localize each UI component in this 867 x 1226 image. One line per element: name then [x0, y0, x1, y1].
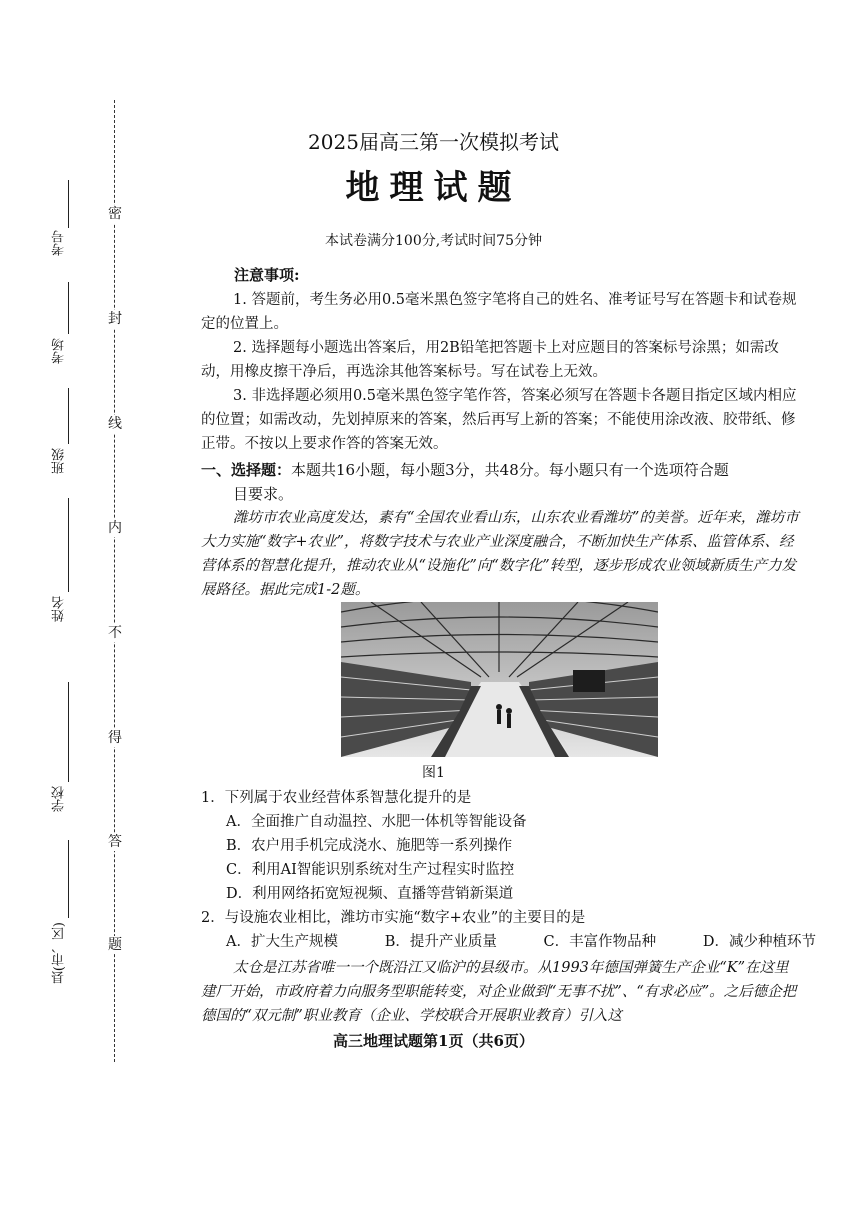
question-1-option-a: A．全面推广自动温控、水肥一体机等智能设备 — [226, 814, 527, 830]
section-desc-line2: 目要求。 — [233, 485, 294, 503]
question-2-options — [226, 930, 816, 954]
seal-char: 线 — [108, 416, 122, 432]
field-blank-county[interactable] — [68, 840, 69, 918]
note-item: 1. 答题前，考生务必用0.5毫米黑色签字笔将自己的姓名、准考证号写在答题卡和试卷规定的位置上。 — [201, 292, 797, 332]
figure-caption: 图1 — [422, 765, 445, 781]
reading-passage-1 — [201, 506, 801, 602]
seal-char: 不 — [108, 625, 122, 641]
seal-char: 得 — [108, 730, 122, 746]
question-1-option-b: B．农户用手机完成浇水、施肥等一系列操作 — [226, 838, 513, 854]
field-label-exam-room: 考场 — [52, 338, 67, 364]
field-label-county: 县(市、区) — [52, 922, 67, 985]
seal-char: 题 — [108, 937, 122, 953]
question-2-option-a: A．扩大生产规模 — [226, 934, 338, 950]
field-label-school: 学校 — [52, 786, 67, 812]
greenhouse-photo — [341, 602, 658, 757]
seal-char: 密 — [108, 206, 122, 222]
subject-title: 地理试题 — [345, 168, 522, 208]
field-blank-class[interactable] — [68, 388, 69, 444]
notes-body — [201, 288, 801, 456]
greenhouse-image — [341, 602, 658, 757]
section-desc-line1: 本题共16小题，每小题3分，共48分。每小题只有一个选项符合题 — [291, 461, 729, 479]
question-1-stem: 1．下列属于农业经营体系智慧化提升的是 — [201, 790, 472, 806]
seal-char: 封 — [108, 311, 122, 327]
question-1-option-c: C．利用AI智能识别系统对生产过程实时监控 — [226, 862, 515, 878]
section-title: 一、选择题： — [201, 461, 292, 479]
question-2-option-c: C．丰富作物品种 — [543, 934, 657, 950]
question-1-option-d: D．利用网络拓宽短视频、直播等营销新渠道 — [226, 886, 514, 902]
note-item: 3. 非选择题必须用0.5毫米黑色签字笔作答，答案必须写在答题卡各题目指定区域内相应的位置；如需改动，先划掉原来的答案，然后再写上新的答案；不能使用涂改液、胶带纸、修正带。不按以上要求作答的答案无效。 — [201, 388, 797, 452]
seal-char: 答 — [108, 834, 122, 850]
section-heading — [201, 458, 801, 506]
passage-text: 太仓是江苏省唯一一个既沿江又临沪的县级市。从1993年德国弹簧生产企业“K”在这里建厂开始，市政府着力向服务型职能转变，对企业做到“无事不扰”、“有求必应”。之后德企把德国的“双元制”职业教育（企业、学校联合开展职业教育）引入这 — [201, 960, 797, 1024]
field-label-class: 班级 — [52, 448, 67, 474]
page-footer: 高三地理试题第1页（共6页） — [333, 1032, 534, 1050]
field-blank-name[interactable] — [68, 498, 69, 592]
notes-title: 注意事项: — [234, 266, 300, 284]
passage-text: 潍坊市农业高度发达，素有“全国农业看山东，山东农业看潍坊”的美誉。近年来，潍坊市大力实施“数字+农业”，将数字技术与农业产业深度融合，不断加快生产体系、监管体系、经营体系的智慧化提升，推动农业从“设施化”向“数字化”转型，逐步形成农业领域新质生产力发展路径。据此完成1-2题。 — [201, 510, 799, 598]
paper-info: 本试卷满分100分,考试时间75分钟 — [325, 233, 542, 249]
note-item: 2. 选择题每小题选出答案后，用2B铅笔把答题卡上对应题目的答案标号涂黑；如需改动，用橡皮擦干净后，再选涂其他答案标号。写在试卷上无效。 — [201, 340, 779, 380]
question-2-stem: 2．与设施农业相比，潍坊市实施“数字+农业”的主要目的是 — [201, 910, 586, 926]
reading-passage-2 — [201, 956, 801, 1028]
question-2-option-b: B．提升产业质量 — [384, 934, 497, 950]
seal-char: 内 — [108, 520, 122, 536]
field-label-name: 姓名 — [52, 596, 67, 622]
field-label-exam-number: 考号 — [52, 230, 67, 256]
question-2-option-d: D．减少种植环节 — [702, 934, 816, 950]
field-blank-exam-room[interactable] — [68, 282, 69, 334]
exam-title: 2025届高三第一次模拟考试 — [308, 130, 559, 154]
